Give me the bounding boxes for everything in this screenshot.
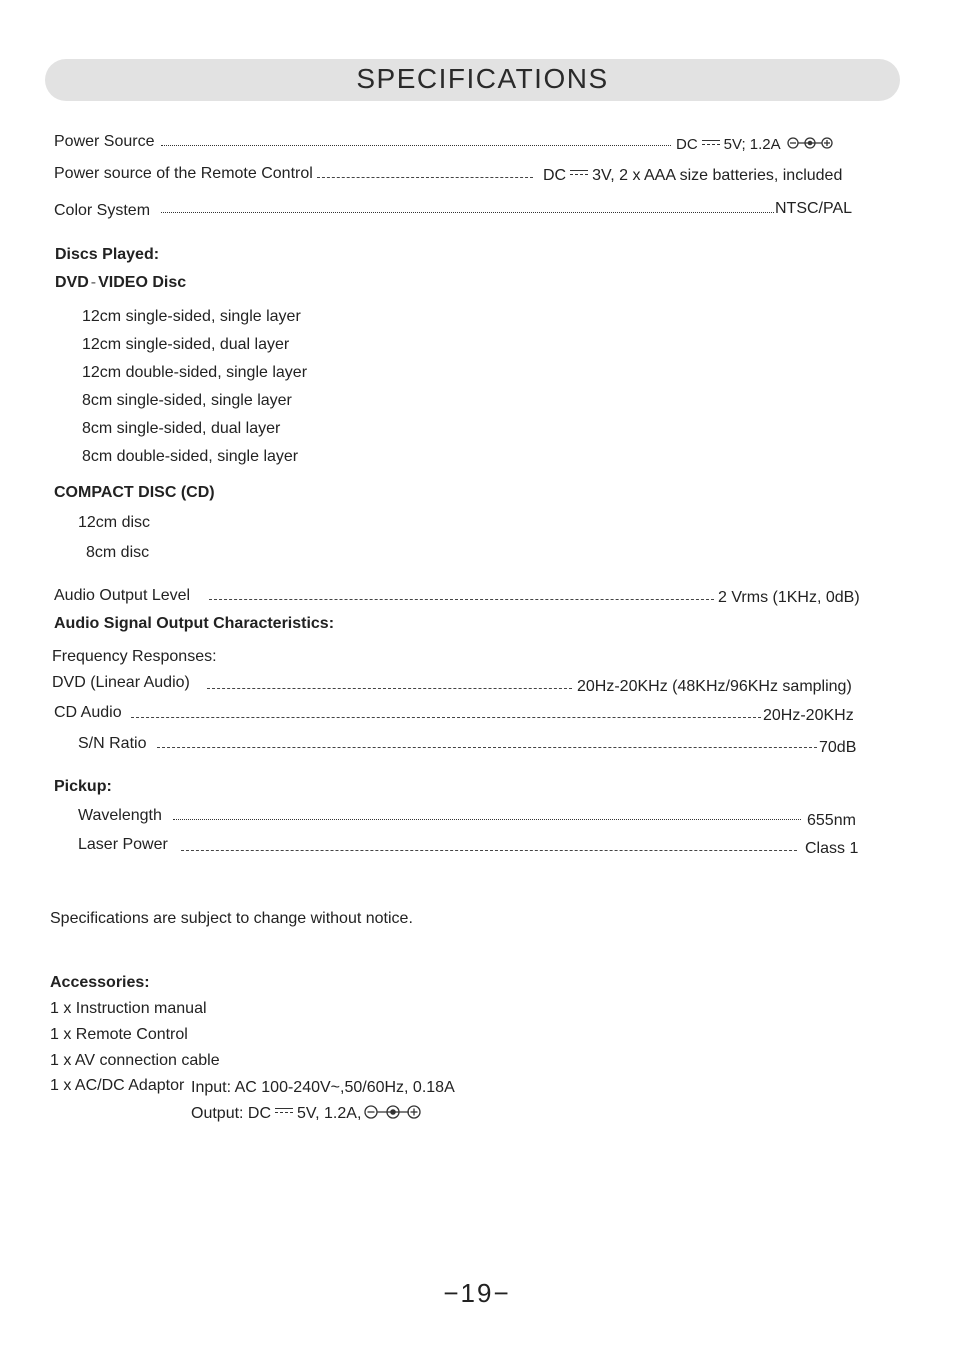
remote-power-label: Power source of the Remote Control	[54, 165, 313, 182]
dc-current-symbol-icon	[702, 140, 720, 147]
power-source-label: Power Source	[54, 133, 155, 150]
power-source-value-text: 5V; 1.2A	[723, 136, 781, 153]
dc-polarity-icon	[787, 136, 833, 150]
cd-heading: COMPACT DISC (CD)	[54, 484, 215, 501]
remote-power-value-text: 3V, 2 x AAA size batteries, included	[592, 167, 843, 184]
list-item: 8cm double-sided, single layer	[82, 448, 299, 465]
leader-dots	[161, 145, 671, 146]
dc-current-symbol-icon	[275, 1108, 293, 1115]
list-item: 12cm single-sided, single layer	[82, 308, 301, 325]
dvd-linear-label: DVD (Linear Audio)	[52, 674, 190, 691]
leader-dots	[317, 177, 533, 178]
audio-signal-heading: Audio Signal Output Characteristics:	[54, 615, 335, 632]
pickup-heading: Pickup:	[54, 778, 112, 795]
list-item: 12cm disc	[78, 514, 151, 531]
page-dash-right: −	[493, 1278, 511, 1308]
leader-dots	[207, 688, 572, 689]
adaptor-output-value: 5V, 1.2A,	[297, 1105, 362, 1122]
leader-dots	[173, 819, 801, 820]
list-item: 8cm single-sided, dual layer	[82, 420, 281, 437]
leader-dots	[181, 850, 797, 851]
leader-dots	[209, 599, 714, 600]
page-number-value: 19	[460, 1278, 494, 1308]
power-source-value	[676, 135, 833, 155]
cd-audio-label: CD Audio	[54, 704, 122, 721]
page-number	[0, 1278, 954, 1309]
dvd-heading	[55, 273, 186, 293]
adaptor-output-prefix: Output: DC	[191, 1105, 272, 1122]
remote-power-value	[543, 166, 842, 186]
discs-heading: Discs Played:	[55, 246, 160, 263]
list-item: 8cm disc	[86, 544, 150, 561]
notice-text: Specifications are subject to change without notice.	[50, 910, 413, 927]
hyphen-separator: -	[90, 274, 97, 291]
frequency-heading: Frequency Responses:	[52, 648, 217, 665]
color-system-value: NTSC/PAL	[775, 200, 853, 217]
dc-label: DC	[676, 136, 698, 153]
list-item: 1 x AC/DC Adaptor	[50, 1077, 185, 1094]
sn-ratio-value: 70dB	[819, 739, 857, 756]
dc-label: DC	[543, 167, 567, 184]
adaptor-input: Input: AC 100-240V~,50/60Hz, 0.18A	[191, 1079, 455, 1096]
dc-polarity-icon	[364, 1104, 422, 1120]
list-item: 1 x Remote Control	[50, 1026, 188, 1043]
audio-output-value: 2 Vrms (1KHz, 0dB)	[718, 589, 860, 606]
list-item: 1 x AV connection cable	[50, 1052, 220, 1069]
dc-current-symbol-icon	[570, 170, 588, 177]
list-item: 12cm double-sided, single layer	[82, 364, 308, 381]
list-item: 8cm single-sided, single layer	[82, 392, 292, 409]
audio-output-label: Audio Output Level	[54, 587, 191, 604]
page-dash-left: −	[443, 1278, 461, 1308]
cd-audio-value: 20Hz-20KHz	[763, 707, 854, 724]
title-bar	[45, 59, 900, 101]
accessories-heading: Accessories:	[50, 974, 150, 991]
laser-power-label: Laser Power	[78, 836, 168, 853]
dvd-linear-value: 20Hz-20KHz (48KHz/96KHz sampling)	[577, 678, 852, 695]
sn-ratio-label: S/N Ratio	[78, 735, 147, 752]
wavelength-label: Wavelength	[78, 807, 162, 824]
laser-power-value: Class 1	[805, 840, 859, 857]
list-item: 12cm single-sided, dual layer	[82, 336, 290, 353]
leader-dots	[161, 212, 774, 213]
dvd-heading-part-a: DVD	[55, 274, 89, 291]
wavelength-value: 655nm	[807, 812, 856, 829]
leader-dots	[131, 717, 761, 718]
list-item: 1 x Instruction manual	[50, 1000, 207, 1017]
adaptor-output	[191, 1104, 422, 1124]
page-title: SPECIFICATIONS	[356, 63, 609, 94]
leader-dots	[157, 747, 817, 748]
color-system-label: Color System	[54, 202, 151, 219]
dvd-heading-part-b: VIDEO Disc	[98, 274, 187, 291]
